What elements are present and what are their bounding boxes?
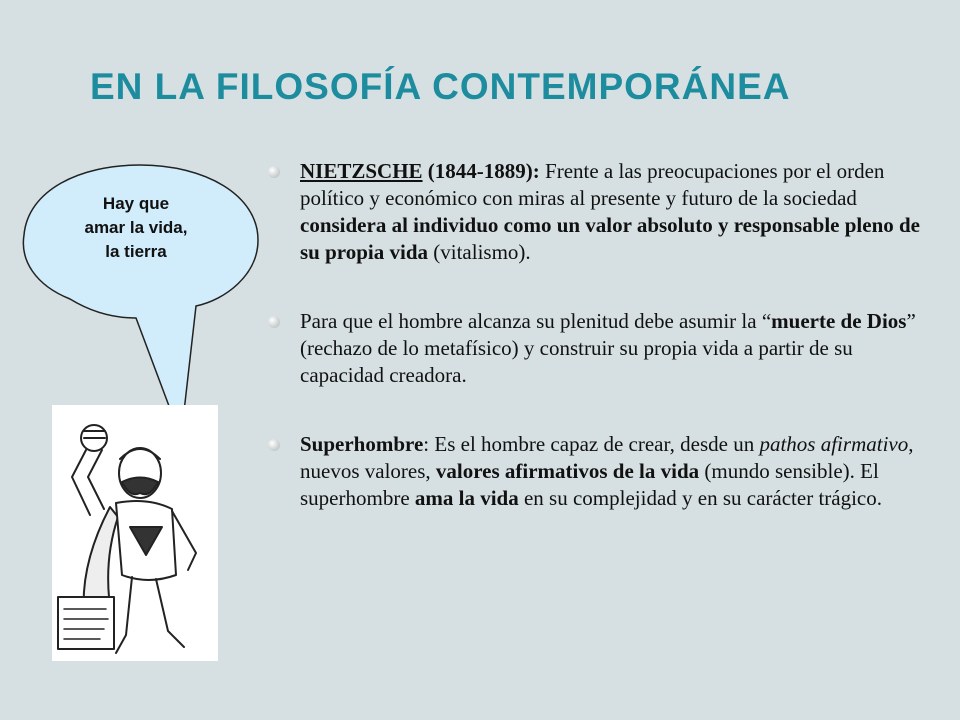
bullet-text: en su complejidad y en su carácter trágico. (518, 486, 882, 510)
bullet-text: (mundo sensible). El superhombre (300, 459, 879, 510)
nietzsche-name: NIETZSCHE (300, 159, 423, 183)
slide-title: EN LA FILOSOFÍA CONTEMPORÁNEA (90, 66, 791, 107)
bullet-bold-text: valores afirmativos de la vida (435, 459, 700, 483)
bullet-dot-icon (268, 316, 280, 328)
superhero-cartoon-icon (52, 405, 218, 661)
bullet-superhombre (268, 431, 940, 512)
bullet-italic-text: pathos afirmativo (759, 432, 909, 456)
bullet-text: ” (rechazo de lo metafísico) y construir su propia vida a partir de su capacidad creadora. (300, 309, 916, 387)
bubble-line-2: amar la vida, (84, 218, 188, 237)
bullet-bold-text: muerte de Dios (771, 309, 907, 333)
bullet-list (268, 158, 940, 554)
bullet-bold-text: considera al individuo como un valor absoluto y responsable pleno de su propia vida (300, 213, 921, 264)
bullet-dot-icon (268, 439, 280, 451)
nietzsche-superhero-image (52, 405, 218, 661)
bullet-dot-icon (268, 166, 280, 178)
bullet-nietzsche (268, 158, 940, 266)
speech-bubble-text (40, 192, 232, 264)
bullet-bold-text: Superhombre (300, 432, 424, 456)
bullet-text: : Es el hombre capaz de crear, desde un (423, 432, 760, 456)
bullet-text: , nuevos valores, (300, 432, 914, 483)
bubble-line-3: la tierra (105, 242, 167, 261)
bubble-line-1: Hay que (102, 194, 170, 213)
bullet-text: Para que el hombre alcanza su plenitud debe asumir la “ (300, 309, 772, 333)
bullet-text: (vitalismo). (428, 240, 531, 264)
nietzsche-dates: (1844-1889): (422, 159, 540, 183)
bullet-text: Frente a las preocupaciones por el orden político y económico con miras al presente y futuro de la sociedad (300, 159, 885, 210)
bullet-bold-text: ama la vida (414, 486, 519, 510)
bullet-muerte-de-dios (268, 308, 940, 389)
